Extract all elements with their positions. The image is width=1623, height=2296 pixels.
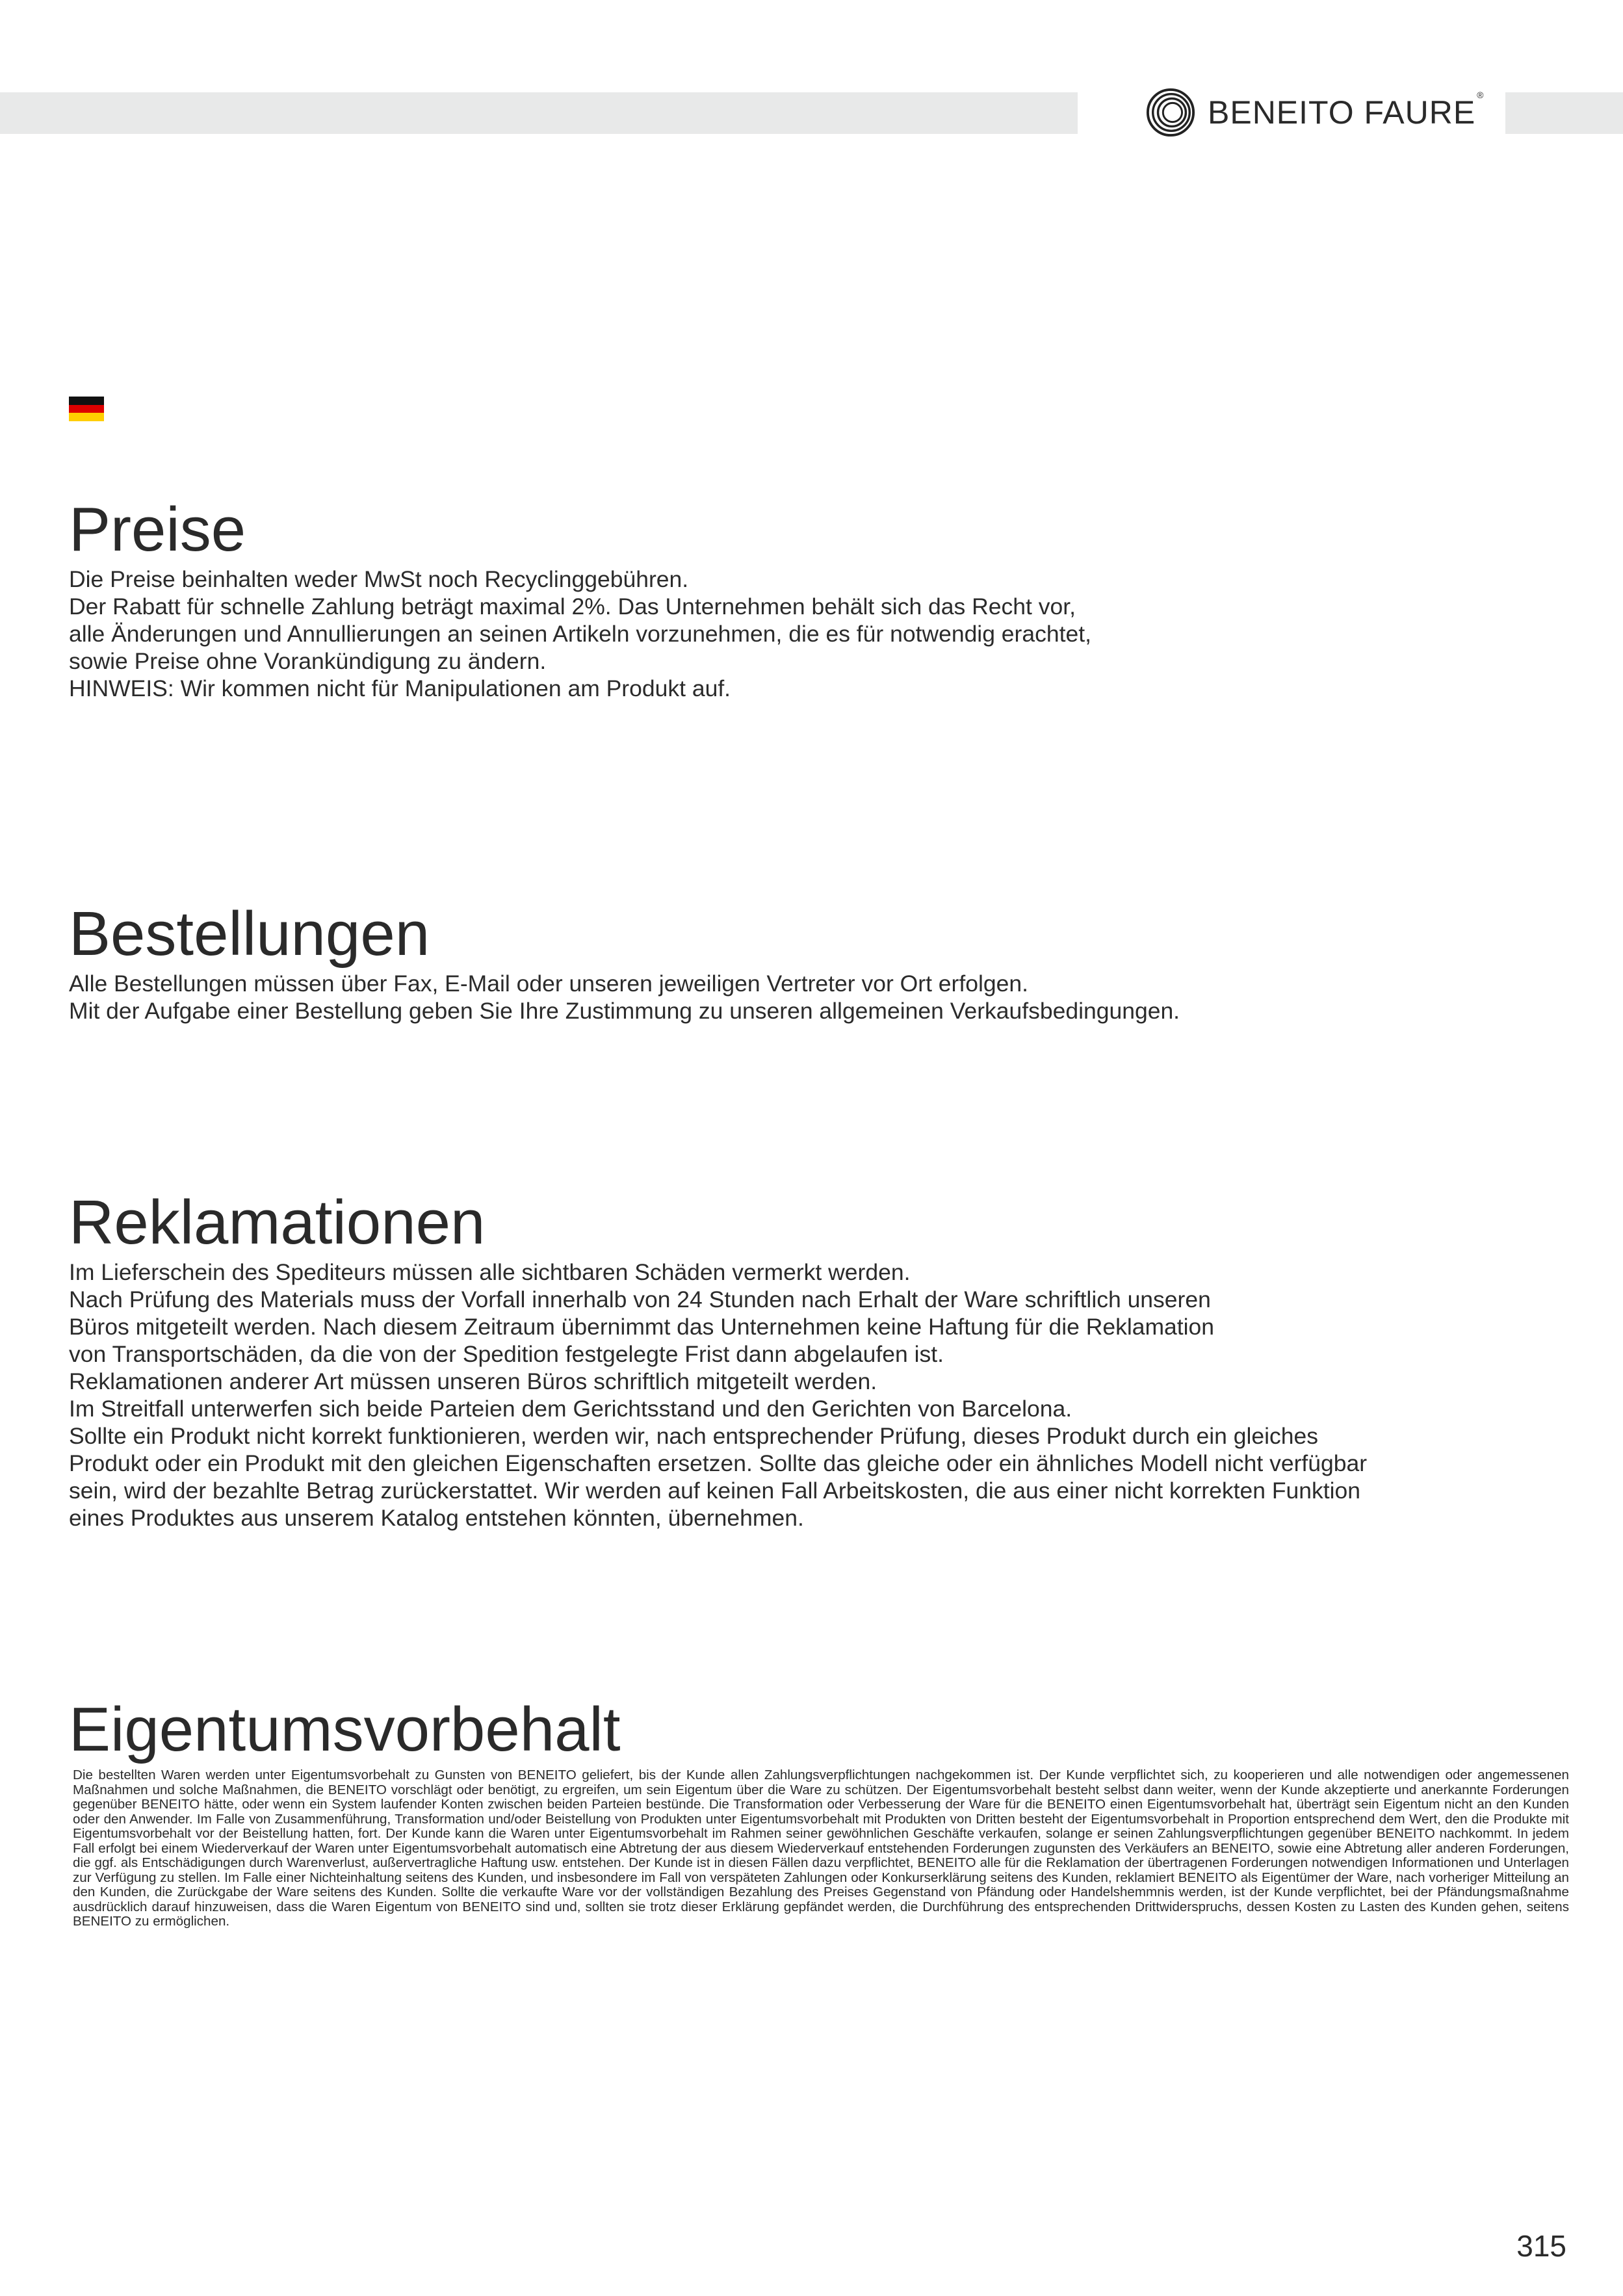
body-line: Reklamationen anderer Art müssen unseren Büros schriftlich mitgeteilt werden. (69, 1368, 877, 1394)
body-line: HINWEIS: Wir kommen nicht für Manipulationen am Produkt auf. (69, 675, 731, 701)
body-line: Alle Bestellungen müssen über Fax, E-Mail oder unseren jeweiligen Vertreter vor Ort erfolgen. (69, 971, 1028, 997)
body-line: Sollte ein Produkt nicht korrekt funktionieren, werden wir, nach entsprechender Prüfung, dieses Produkt durch ein gleiches (69, 1423, 1319, 1449)
section-body-preise (69, 566, 1570, 702)
body-line: Im Streitfall unterwerfen sich beide Parteien dem Gerichtsstand und den Gerichten von Barcelona. (69, 1396, 1072, 1422)
german-flag-icon (69, 397, 104, 421)
body-line: Produkt oder ein Produkt mit den gleichen Eigenschaften ersetzen. Sollte das gleiche oder ein ähnliches Modell nicht verfügbar (69, 1450, 1368, 1476)
section-title-eigentumsvorbehalt: Eigentumsvorbehalt (69, 1695, 621, 1764)
body-line: Die Preise beinhalten weder MwSt noch Recyclinggebühren. (69, 566, 689, 592)
flag-stripe-black (69, 397, 104, 405)
brand-logo (1145, 86, 1485, 139)
section-title-preise: Preise (69, 495, 246, 564)
section-bestellungen (69, 898, 1570, 1024)
brand-name: BENEITO FAURE ® (1208, 90, 1485, 131)
body-line: Der Rabatt für schnelle Zahlung beträgt maximal 2%. Das Unternehmen behält sich das Recht vor, (69, 594, 1076, 620)
body-line: Mit der Aufgabe einer Bestellung geben Sie Ihre Zustimmung zu unseren allgemeinen Verkaufsbedingungen. (69, 998, 1180, 1024)
section-body-eigentumsvorbehalt: Die bestellten Waren werden unter Eigentumsvorbehalt zu Gunsten von BENEITO geliefert, bis der Kunde allen Zahlungsverpflichtungen nachgekommen ist. Der Kunde verpflichtet sich, zu kooperieren und alle notwendigen oder angemessenen Maßnahmen und solche Maßnahmen, die BENEITO vorschlägt oder benötigt, zu ergreifen, um sein Eigentum über die Ware zu schützen. Der Eigentumsvorbehalt besteht selbst dann weiter, wenn der Kunde akzeptierte und anerkannte Forderungen gegenüber BENEITO hätte, oder wenn ein System laufender Konten zwischen beiden Parteien bestünde. Die Transformation oder Verbesserung der Ware für die BENEITO einen Eigentumsvorbehalt hat, überträgt sein Eigentum nicht an den Kunden oder den Anwender. Im Falle von Zusammenführung, Transformation und/oder Beistellung von Produkten unter Eigentumsvorbehalt mit Produkten von Dritten besteht der Eigentumsvorbehalt in Proportion entsprechend dem Wert, den die Produkte mit Eigentumsvorbehalt vor der Beistellung hatten, fort. Der Kunde kann die Waren unter Eigentumsvorbehalt im Rahmen seiner gewöhnlichen Geschäfte verkaufen, solange er seinen Zahlungsverpflichtungen gegenüber BENEITO nachkommt. In jedem Fall erfolgt bei einem Wiederverkauf der Waren unter Eigentumsvorbehalt automatisch eine Abtretung der aus diesem Wiederverkauf entstehenden Forderungen zugunsten des Verkäufers an BENEITO, sowie eine Abtretung aller anderen Forderungen, die ggf. als Entschädigungen durch Warenverlust, außervertragliche Haftung usw. entstehen. Der Kunde ist in diesen Fällen dazu verpflichtet, BENEITO alle für die Reklamation der übertragenen Forderungen notwendigen Informationen und Unterlagen zur Verfügung zu stellen. Im Falle einer Nichteinhaltung seitens des Kunden, und insbesondere im Fall von verspäteten Zahlungen oder Konkurserklärung seitens des Kunden, reklamiert BENEITO als Eigentümer der Ware, nach vorheriger Mitteilung an den Kunden, die Zurückgabe der Ware seitens des Kunden. Sollte die verkaufte Ware vor der vollständigen Bezahlung des Preises Gegenstand von Pfändung oder Handelshemmnis werden, ist der Kunde verpflichtet, bei der Pfändungsmaßnahme ausdrücklich darauf hinzuweisen, dass die Waren Eigentum von BENEITO sind und, sollten sie trotz dieser Erklärung gepfändet werden, die Durchführung des entsprechenden Drittwiderspruchs, dessen Kosten zu Lasten des Kunden gehen, seitens BENEITO zu ermöglichen. (73, 1768, 1569, 1929)
body-line: von Transportschäden, da die von der Spedition festgelegte Frist dann abgelaufen ist. (69, 1341, 944, 1367)
section-title-reklamationen: Reklamationen (69, 1188, 486, 1257)
flag-stripe-red (69, 405, 104, 413)
section-reklamationen (69, 1187, 1570, 1532)
body-line: Nach Prüfung des Materials muss der Vorfall innerhalb von 24 Stunden nach Erhalt der Ware schriftlich unseren (69, 1286, 1211, 1312)
section-eigentumsvorbehalt (69, 1694, 1570, 1942)
page-number: 315 (1516, 2229, 1566, 2263)
body-line: alle Änderungen und Annullierungen an seinen Artikeln vorzunehmen, die es für notwendig erachtet, (69, 621, 1091, 647)
body-line: Büros mitgeteilt werden. Nach diesem Zeitraum übernimmt das Unternehmen keine Haftung für die Reklamation (69, 1314, 1215, 1340)
header-band-left (0, 92, 1078, 134)
header-band-right (1505, 92, 1623, 134)
body-line: sowie Preise ohne Vorankündigung zu ändern. (69, 648, 547, 674)
section-preise (69, 494, 1570, 702)
section-body-bestellungen (69, 970, 1570, 1024)
concentric-rings-logo-icon (1145, 87, 1196, 138)
registered-mark: ® (1477, 90, 1485, 100)
body-line: eines Produktes aus unserem Katalog entstehen könnten, übernehmen. (69, 1505, 804, 1531)
flag-stripe-gold (69, 413, 104, 421)
body-line: Im Lieferschein des Spediteurs müssen alle sichtbaren Schäden vermerkt werden. (69, 1259, 911, 1285)
body-line: sein, wird der bezahlte Betrag zurückerstattet. Wir werden auf keinen Fall Arbeitskosten, die aus einer nicht korrekten Funktion (69, 1478, 1361, 1504)
section-body-reklamationen (69, 1259, 1570, 1532)
section-title-bestellungen: Bestellungen (69, 899, 430, 969)
